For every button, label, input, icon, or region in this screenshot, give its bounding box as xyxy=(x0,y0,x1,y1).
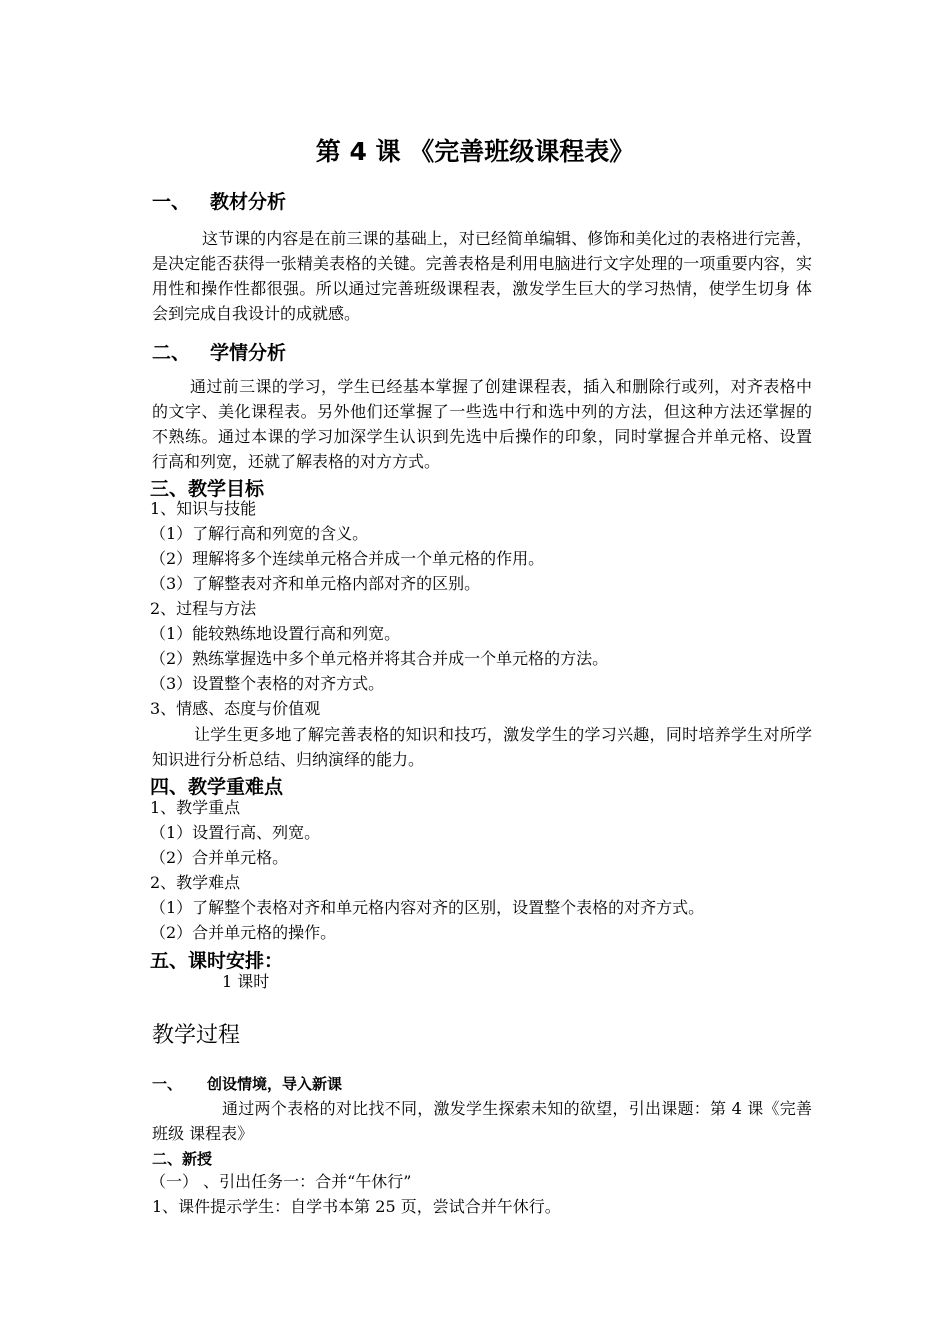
objective-line: 2、过程与方法 xyxy=(150,599,257,618)
section-1-number: 一、 xyxy=(152,191,191,213)
keypoint-line: 2、教学难点 xyxy=(150,873,241,892)
task-line: （一） 、引出任务一：合并“午休行” xyxy=(150,1172,412,1191)
keypoint-line: （2）合并单元格。 xyxy=(150,848,289,867)
process-sub-2: 二、新授 xyxy=(152,1150,213,1168)
keypoint-line: （2）合并单元格的操作。 xyxy=(150,923,337,942)
process-intro-paragraph: 通过两个表格的对比找不同，激发学生探索未知的欲望，引出课题：第 4 课《完善班级 课程表》 xyxy=(152,1099,812,1143)
process-sub-1 xyxy=(152,1073,342,1094)
section-2-paragraph: 通过前三课的学习，学生已经基本掌握了创建课程表，插入和删除行或列，对齐表格中 的文字、美化课程表。另外他们还掌握了一些选中行和选中列的方法，但这种方法还掌握的 不熟练。通过本课的学习加深学生认识到先选中后操作的印象，同时掌握合并单元格、设置 行高和列宽，还就了解表格的对方方式。 xyxy=(152,377,812,471)
process-heading: 教学过程 xyxy=(152,1023,241,1048)
section-1-heading xyxy=(152,187,286,214)
objective-line: 3、情感、态度与价值观 xyxy=(150,699,321,718)
objective-line: （2）熟练掌握选中多个单元格并将其合并成一个单元格的方法。 xyxy=(150,649,609,668)
section-5-heading: 五、课时安排： xyxy=(150,950,284,972)
section-3-paragraph: 让学生更多地了解完善表格的知识和技巧，激发学生的学习兴趣，同时培养学生对所学 知识进行分析总结、归纳演绎的能力。 xyxy=(152,725,812,769)
section-2-heading xyxy=(152,338,286,365)
section-1-paragraph: 这节课的内容是在前三课的基础上，对已经简单编辑、修饰和美化过的表格进行完善， 是决定能否获得一张精美表格的关键。完善表格是利用电脑进行文字处理的一项重要内容，实用性和操作性都很强。所以通过完善班级课程表，激发学生巨大的学习热情，使学生切身 体会到完成自我设计的成就感。 xyxy=(152,229,812,323)
objective-line: （1）了解行高和列宽的含义。 xyxy=(150,524,369,543)
keypoint-line: 1、教学重点 xyxy=(150,798,241,817)
process-sub-1-number: 一、 xyxy=(152,1075,183,1093)
objective-line: （3）了解整表对齐和单元格内部对齐的区别。 xyxy=(150,574,481,593)
keypoint-line: （1）了解整个表格对齐和单元格内容对齐的区别，设置整个表格的对齐方式。 xyxy=(150,898,705,917)
lesson-title: 第 4 课 《完善班级课程表》 xyxy=(315,137,635,166)
step-line: 1、课件提示学生：自学书本第 25 页，尝试合并午休行。 xyxy=(152,1197,561,1216)
section-2-title: 学情分析 xyxy=(210,342,287,364)
class-hours: 1 课时 xyxy=(222,972,270,991)
objective-line: （3）设置整个表格的对齐方式。 xyxy=(150,674,385,693)
section-2-number: 二、 xyxy=(152,342,191,364)
section-4-heading: 四、教学重难点 xyxy=(150,776,284,798)
keypoint-line: （1）设置行高、列宽。 xyxy=(150,823,321,842)
process-sub-1-title: 创设情境，导入新课 xyxy=(207,1075,343,1093)
objective-line: （2）理解将多个连续单元格合并成一个单元格的作用。 xyxy=(150,549,545,568)
objective-line: （1）能较熟练地设置行高和列宽。 xyxy=(150,624,401,643)
section-3-heading: 三、教学目标 xyxy=(150,478,265,500)
section-1-title: 教材分析 xyxy=(210,191,287,213)
objective-line: 1、知识与技能 xyxy=(150,499,257,518)
